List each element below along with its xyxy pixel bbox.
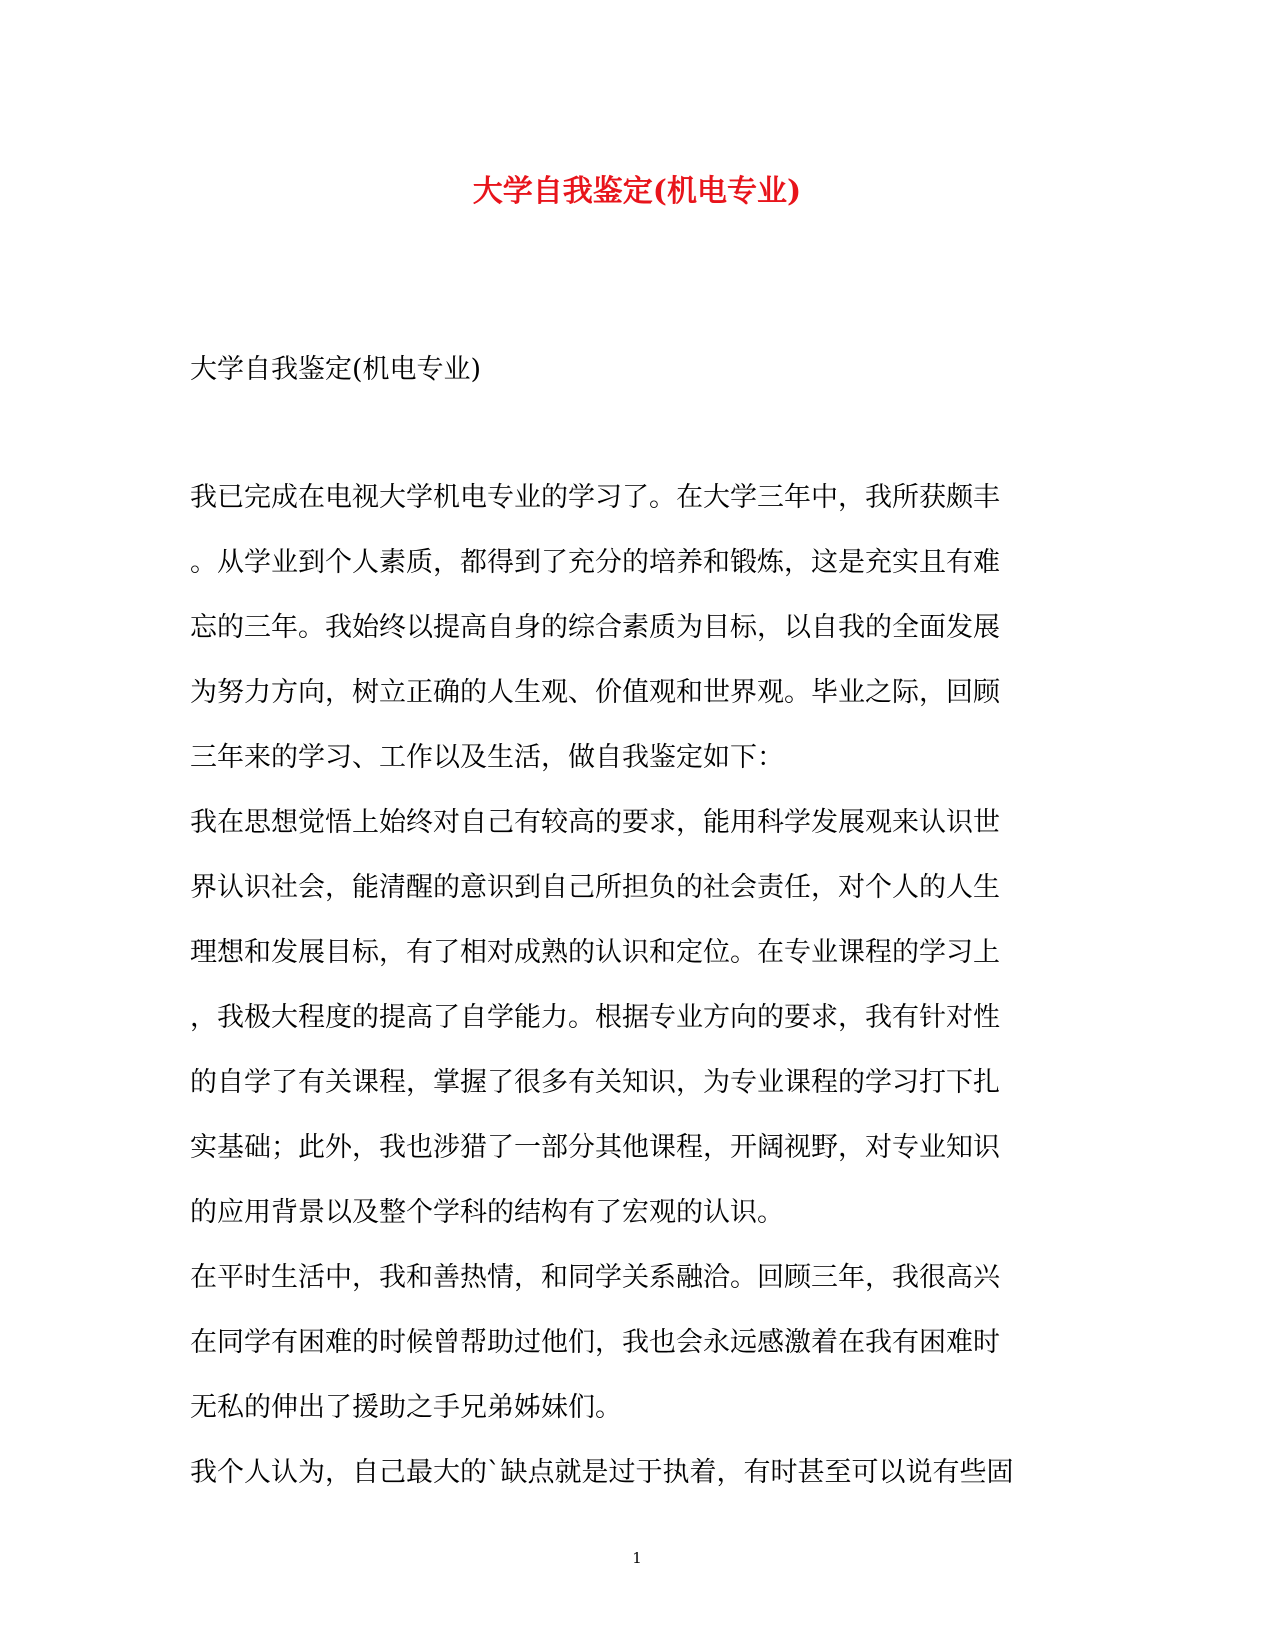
body-line: 我在思想觉悟上始终对自己有较高的要求，能用科学发展观来认识世 [190,807,1000,838]
body-line: 为努力方向，树立正确的人生观、价值观和世界观。毕业之际，回顾 [190,677,1000,708]
document-subtitle: 大学自我鉴定(机电专业) [190,354,482,385]
body-line: 我个人认为，自己最大的`缺点就是过于执着，有时甚至可以说有些固 [190,1457,1014,1488]
body-line: 理想和发展目标，有了相对成熟的认识和定位。在专业课程的学习上 [190,937,1000,968]
body-line: 的自学了有关课程，掌握了很多有关知识，为专业课程的学习打下扎 [190,1067,1000,1098]
document-title: 大学自我鉴定(机电专业) [472,174,802,209]
body-line: 界认识社会，能清醒的意识到自己所担负的社会责任，对个人的人生 [190,872,1000,903]
body-line: 我已完成在电视大学机电专业的学习了。在大学三年中，我所获颇丰 [190,482,1000,513]
page-number: 1 [632,1549,642,1567]
body-line: ，我极大程度的提高了自学能力。根据专业方向的要求，我有针对性 [190,1002,1000,1033]
body-line: 在同学有困难的时候曾帮助过他们，我也会永远感激着在我有困难时 [190,1327,1000,1358]
body-line: 。从学业到个人素质，都得到了充分的培养和锻炼，这是充实且有难 [190,547,1000,578]
body-line: 的应用背景以及整个学科的结构有了宏观的认识。 [190,1197,784,1228]
body-line: 无私的伸出了援助之手兄弟姊妹们。 [190,1392,622,1423]
body-line: 在平时生活中，我和善热情，和同学关系融洽。回顾三年，我很高兴 [190,1262,1000,1293]
document-body [190,480,1090,1520]
body-line: 实基础；此外，我也涉猎了一部分其他课程，开阔视野，对专业知识 [190,1132,1000,1163]
body-line: 忘的三年。我始终以提高自身的综合素质为目标，以自我的全面发展 [190,612,1000,643]
body-line: 三年来的学习、工作以及生活，做自我鉴定如下： [190,742,784,773]
